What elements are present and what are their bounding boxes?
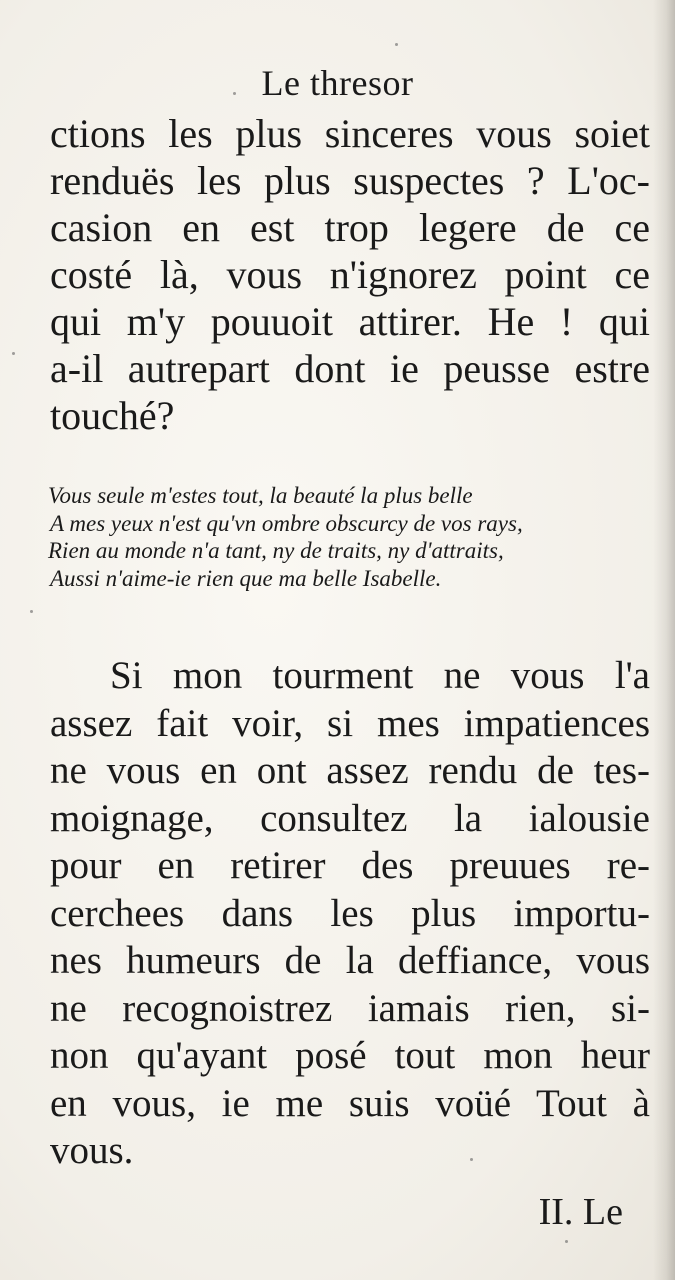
text-line: pour en retirer des preuues re- <box>50 844 650 887</box>
text-line: moignage, consultez la ialousie <box>50 796 650 840</box>
text-line: ne recognoistrez iamais rien, si- <box>50 986 650 1030</box>
text-line: qui m'y pouuoit attirer. He ! qui <box>50 299 650 344</box>
verse-line: Vous seule m'estes tout, la beauté la plus belle <box>48 483 473 508</box>
page-edge-shadow <box>653 0 675 1280</box>
text-line: touché? <box>50 393 175 438</box>
catchword: II. Le <box>538 1191 623 1233</box>
running-head: Le thresor <box>261 63 414 103</box>
verse-line: A mes yeux n'est qu'vn ombre obscurcy de vos rays, <box>50 510 523 536</box>
text-line: nes humeurs de la deffiance, vous <box>50 939 650 982</box>
text-line: Si mon tourment ne vous l'a <box>110 654 650 697</box>
text-line: vous. <box>50 1129 134 1172</box>
ink-speck <box>30 610 33 613</box>
ink-speck <box>395 43 398 46</box>
prose-block-bottom <box>50 652 650 1175</box>
ink-speck <box>565 1240 568 1243</box>
verse-quatrain <box>48 482 648 592</box>
prose-block-top <box>50 110 650 439</box>
text-line: cerchees dans les plus importu- <box>50 891 650 935</box>
text-line: renduës les plus suspectes ? L'oc- <box>50 158 650 203</box>
text-line: non qu'ayant posé tout mon heur <box>50 1034 650 1077</box>
text-line: en vous, ie me suis voüé Tout à <box>50 1081 650 1125</box>
verse-line: Rien au monde n'a tant, ny de traits, ny d'attraits, <box>48 538 504 563</box>
text-line: ne vous en ont assez rendu de tes- <box>50 749 650 792</box>
text-line: a-il autrepart dont ie peusse estre <box>50 346 650 391</box>
text-line: ctions les plus sinceres vous soiet <box>50 111 650 156</box>
text-line: costé là, vous n'ignorez point ce <box>50 252 650 297</box>
ink-speck <box>12 352 15 355</box>
text-line: casion en est trop legere de ce <box>50 205 650 250</box>
text-line: assez fait voir, si mes impatiences <box>50 701 650 745</box>
verse-line: Aussi n'aime-ie rien que ma belle Isabelle. <box>50 565 442 591</box>
